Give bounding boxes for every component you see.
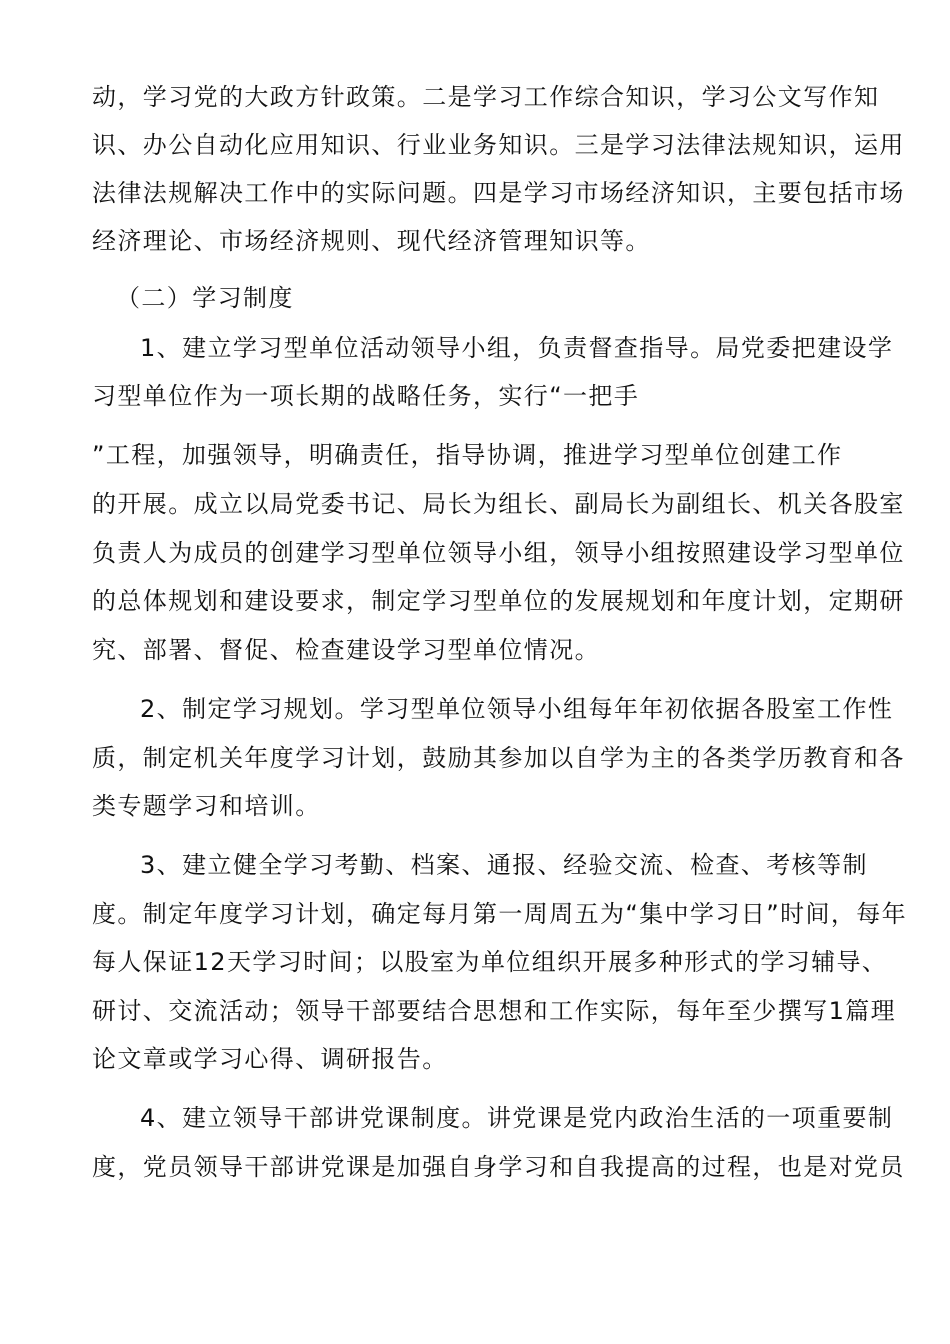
text-line: 究、部署、督促、检查建设学习型单位情况。 xyxy=(92,636,600,664)
text-line: 经济理论、市场经济规则、现代经济管理知识等。 xyxy=(92,227,651,255)
text-line: 类专题学习和培训。 xyxy=(92,792,321,820)
text-line: ”工程，加强领导，明确责任，指导协调，推进学习型单位创建工作 xyxy=(92,441,843,469)
text-line: 识、办公自动化应用知识、行业业务知识。三是学习法律法规知识，运用 xyxy=(92,131,905,159)
text-line: 4、建立领导干部讲党课制度。讲党课是党内政治生活的一项重要制 xyxy=(140,1104,894,1132)
text-line: 习型单位作为一项长期的战略任务，实行“一把手 xyxy=(92,382,640,410)
text-line: 3、建立健全学习考勤、档案、通报、经验交流、检查、考核等制 xyxy=(140,851,868,879)
text-line: 论文章或学习心得、调研报告。 xyxy=(92,1045,448,1073)
text-line: 的开展。成立以局党委书记、局长为组长、副局长为副组长、机关各股室 xyxy=(92,490,905,518)
text-line: 2、制定学习规划。学习型单位领导小组每年年初依据各股室工作性 xyxy=(140,695,894,723)
text-line: 负责人为成员的创建学习型单位领导小组，领导小组按照建设学习型单位 xyxy=(92,539,905,567)
text-line: 度，党员领导干部讲党课是加强自身学习和自我提高的过程，也是对党员 xyxy=(92,1153,905,1181)
text-line: 的总体规划和建设要求，制定学习型单位的发展规划和年度计划，定期研 xyxy=(92,587,905,615)
text-line: 法律法规解决工作中的实际问题。四是学习市场经济知识，主要包括市场 xyxy=(92,179,905,207)
section-heading: （二）学习制度 xyxy=(116,284,294,312)
text-line: 度。制定年度学习计划，确定每月第一周周五为“集中学习日”时间，每年 xyxy=(92,900,908,928)
text-line: 质，制定机关年度学习计划，鼓励其参加以自学为主的各类学历教育和各 xyxy=(92,744,905,772)
text-line: 动，学习党的大政方针政策。二是学习工作综合知识，学习公文写作知 xyxy=(92,83,880,111)
text-line: 研讨、交流活动；领导干部要结合思想和工作实际，每年至少撰写1篇理 xyxy=(92,997,897,1025)
text-line: 1、建立学习型单位活动领导小组，负责督查指导。局党委把建设学 xyxy=(140,334,894,362)
text-line: 每人保证12天学习时间；以股室为单位组织开展多种形式的学习辅导、 xyxy=(92,948,888,976)
